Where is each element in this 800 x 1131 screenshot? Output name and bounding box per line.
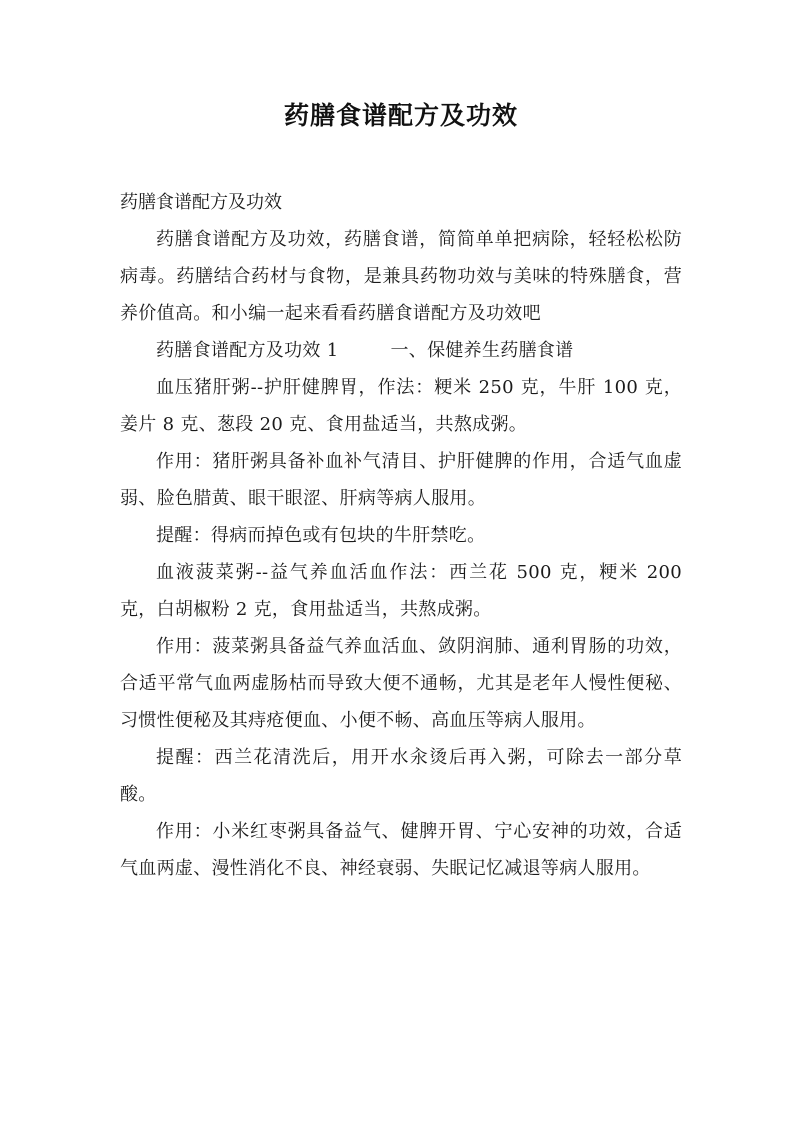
document-subtitle: 药膳食谱配方及功效 — [120, 192, 282, 213]
effect-pork-liver-porridge: 作用：猪肝粥具备补血补气清目、护肝健脾的作用，合适气血虚弱、脸色腊黄、眼干眼涩、肝病等病人服用。 — [120, 451, 682, 509]
intro-paragraph: 药膳食谱配方及功效，药膳食谱，简简单单把病除，轻轻松松防病毒。药膳结合药材与食物，是兼具药物功效与美味的特殊膳食，营养价值高。和小编一起来看看药膳食谱配方及功效吧 — [120, 229, 682, 324]
reminder-pork-liver: 提醒：得病而掉色或有包块的牛肝禁吃。 — [156, 525, 486, 546]
recipe-spinach-porridge: 血液菠菜粥--益气养血活血作法：西兰花 500 克，粳米 200 克，白胡椒粉 2 克，食用盐适当，共熬成粥。 — [120, 562, 682, 620]
document-page — [120, 0, 682, 887]
effect-millet-date-porridge: 作用：小米红枣粥具备益气、健脾开胃、宁心安神的功效，合适气血两虚、漫性消化不良、神经衰弱、失眠记忆减退等病人服用。 — [120, 821, 682, 879]
document-title: 药膳食谱配方及功效 — [283, 101, 518, 130]
reminder-broccoli: 提醒：西兰花清洗后，用开水汆烫后再入粥，可除去一部分草酸。 — [120, 747, 682, 805]
recipe-pork-liver-porridge: 血压猪肝粥--护肝健脾胃，作法：粳米 250 克，牛肝 100 克，姜片 8 克、葱段 20 克、食用盐适当，共熬成粥。 — [120, 377, 682, 435]
section-heading-left: 药膳食谱配方及功效 1 — [156, 340, 339, 361]
effect-spinach-porridge: 作用：菠菜粥具备益气养血活血、敛阴润肺、通利胃肠的功效，合适平常气血两虚肠枯而导致大便不通畅，尤其是老年人慢性便秘、习惯性便秘及其痔疮便血、小便不畅、高血压等病人服用。 — [120, 636, 682, 731]
section-heading — [120, 332, 682, 369]
section-heading-right: 一、保健养生药膳食谱 — [390, 340, 574, 361]
